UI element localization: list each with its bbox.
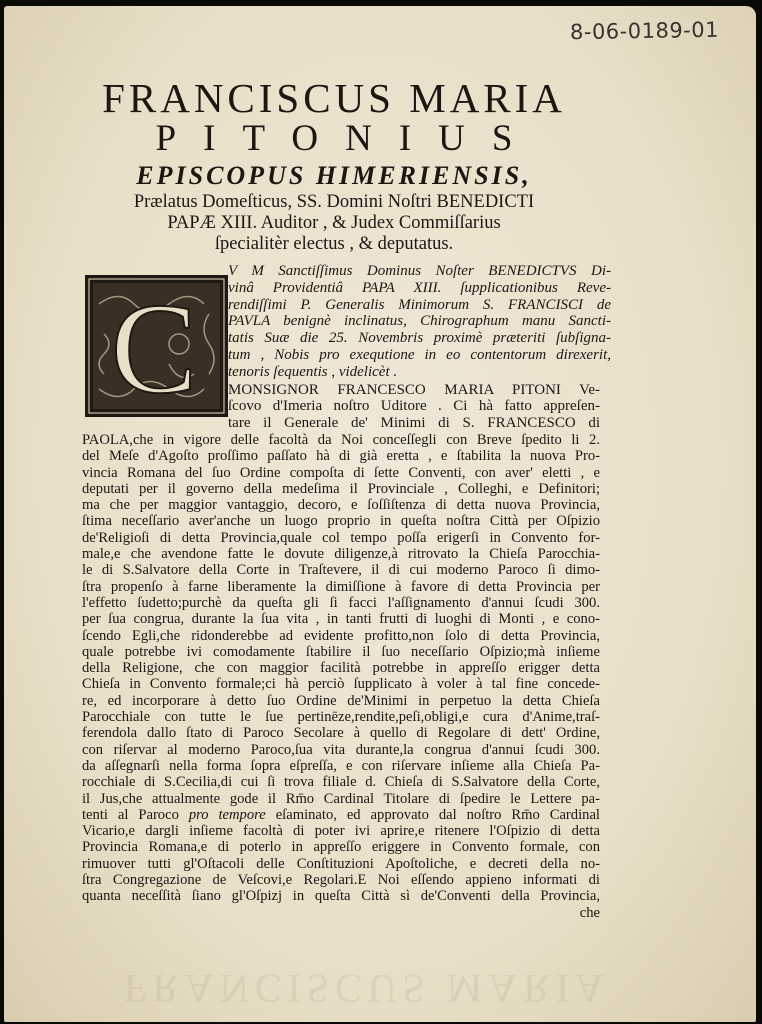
text-line: Vicario,e dargli inſieme facoltà di poter ivi aprire,e ritenere l'Oſpizio di detta — [82, 823, 600, 840]
text-line: de'Religioſi di detta Provincia,quale col tempo poſſa erigerſi in Convento for- — [82, 529, 600, 546]
text-line: re, ed incorporare à detto ſuo Ordine de'Minimi in perpetuo la detta Chieſa — [82, 692, 600, 709]
text-line: ſcendo Egli,che ridonderebbe ad evidente profitto,non ſolo di detta Provincia, — [82, 627, 600, 644]
text-segment-italic: pro tempore — [188, 806, 266, 823]
text-line: ſtima neceſſario aver'anche un luogo proprio in queſta noſtra Città per Oſpizio — [82, 513, 600, 530]
text-line: vincia Romana del ſuo Ordine compoſta di ſette Conventi, con aver' eletti , e — [82, 464, 600, 481]
text-line: ſtra propenſo à farne liberamente la dimiſſione à favore di detta Provincia per — [82, 578, 600, 595]
text-line: MONSIGNOR FRANCESCO MARIA PITONI Ve- — [228, 382, 600, 398]
text-line: del Meſe d'Agoſto proſſimo paſſato hà di già eretta , e ſtabilita la nuova Pro- — [82, 448, 600, 465]
text-line: Provincia Romana,e di poterlo in appreſſo eriggere in Convento formale, con — [82, 839, 600, 856]
text-line: rimuover tutti gl'Oſtacoli delle Conſtituzioni Apoſtoliche, e decreti della no- — [82, 855, 600, 872]
text-line: quanta neceſſità ſiano gl'Oſpizj in queſta Città sì de'Conventi della Provincia, — [82, 888, 600, 905]
intro-roman-lines — [228, 382, 600, 431]
text-line: male,e che avendone fatte le dovute diligenze,à ritrovato la Chieſa Parocchia- — [82, 546, 600, 563]
text-line — [82, 807, 600, 823]
text-line: ma che per maggior vantaggio, decoro, e ſoſſiſtenza di detta nuova Provincia, — [82, 497, 600, 514]
text-line: Parocchiale con tutte le ſue pertinēze,rendite,peſi,obligi,e cura d'Anime,traſ- — [82, 709, 600, 726]
text-line: tare il Generale de' Minimi di S. FRANCESCO di — [228, 414, 600, 431]
decorated-initial — [84, 274, 229, 418]
text-line: da aſſegnarſi nella forma ſopra eſpreſſa, e con riſervare inſieme alla Chieſa Pa- — [82, 757, 600, 774]
text-line: ferendola dallo ſtato di Paroco Secolare à quello di Regolare di dett' Ordine, — [82, 725, 600, 742]
intro-italic-paragraph — [228, 263, 611, 381]
text-line: rendiſſimi P. Generalis Minimorum S. FRANCISCI de — [228, 296, 611, 313]
text-line: quale potrebbe ivi comodamente ſtabilire il ſuo neceſſario Oſpizio;mà inſieme — [82, 643, 600, 660]
title-line-deputatus: ſpecialitèr electus , & deputatus. — [214, 234, 454, 254]
text-line: con riſervar al moderno Paroco,ſua vita durante,la congrua d'annui ſcudi 300. — [82, 741, 600, 758]
text-line: ſcovo d'Imeria noſtro Uditore . Ci hà fatto appreſen- — [228, 398, 600, 415]
text-line: il Jus,che attualmente gode il Rm̄o Cardinal Titolare di ſpedire le Lettere pa- — [82, 790, 600, 807]
decorated-initial-c-icon — [84, 274, 229, 418]
catchword: che — [579, 904, 600, 921]
text-line: per ſua congrua, durante la ſua vita , in tanti frutti di luoghi di Monti , e cono- — [82, 611, 600, 628]
text-line: l'effetto ſudetto;purchè da queſta gli ſi facci l'aſſignamento d'annui ſcudi 300. — [82, 594, 600, 611]
title-line-auditor: PAPÆ XIII. Auditor , & Judex Commiſſarius — [167, 213, 501, 233]
title-line-prelatus: Prælatus Domeſticus, SS. Domini Noſtri BENEDICTI — [133, 192, 535, 212]
show-through-text: FRANCISCUS MARIA — [124, 966, 611, 1011]
text-line: le di S.Salvatore della Corte in Traſtevere, il di cui moderno Paroco ſi dimo- — [82, 562, 600, 579]
title-surname: PITONIUS — [155, 118, 540, 159]
title-name: FRANCISCUS MARIA — [102, 75, 566, 121]
text-line: tum , Nobis pro exequtione in eo contentorum direxerit, — [228, 346, 611, 363]
text-line: vinâ Providentiâ PAPA XIII. ſupplicationibus Reve- — [228, 279, 611, 296]
document-page — [4, 6, 756, 1022]
text-segment-before: tenti al Paroco — [82, 806, 189, 823]
text-line: deputati per il governo della medeſima il Provinciale , Colleghi, e Definitori; — [82, 480, 600, 497]
text-line: tatis Suæ die 25. Novembris proximè præteriti ſubſigna- — [228, 330, 611, 347]
svg-text:C: C — [110, 277, 198, 418]
text-line: PAVLA benignè inclinatus, Chirographum manu Sancti- — [228, 313, 611, 330]
text-line: rocchiale di S.Cecilia,di cui ſi trova filiale d. Chieſa di S.Salvatore della Corte, — [82, 774, 600, 791]
text-line: V M Sanctiſſimus Dominus Noſter BENEDICTVS Di- — [228, 263, 611, 279]
body-paragraph — [82, 432, 600, 921]
text-segment-after: eſaminato, ed approvato dal noſtro Rm̄o Cardinal — [265, 806, 600, 823]
text-line: Chieſa in Convento formale;ci hà perciò ſupplicato à voler à tal fine concede- — [82, 676, 600, 693]
text-line: ſtra Congregazione de Veſcovi,e Regolari.E Noi eſſendo appieno informati di — [82, 872, 600, 889]
title-episcopus: EPISCOPUS HIMERIENSIS, — [136, 161, 532, 190]
text-line: tenoris ſequentis , videlicèt . — [228, 363, 398, 380]
text-line: della Religione, che con maggior facilità potrebbe in appreſſo erigger detta — [82, 660, 600, 677]
text-line: PAOLA,che in vigore delle facoltà da Noi conceſſegli con Breve ſpedito li 2. — [82, 432, 600, 448]
catalog-number: 8-06-0189-01 — [569, 17, 720, 45]
